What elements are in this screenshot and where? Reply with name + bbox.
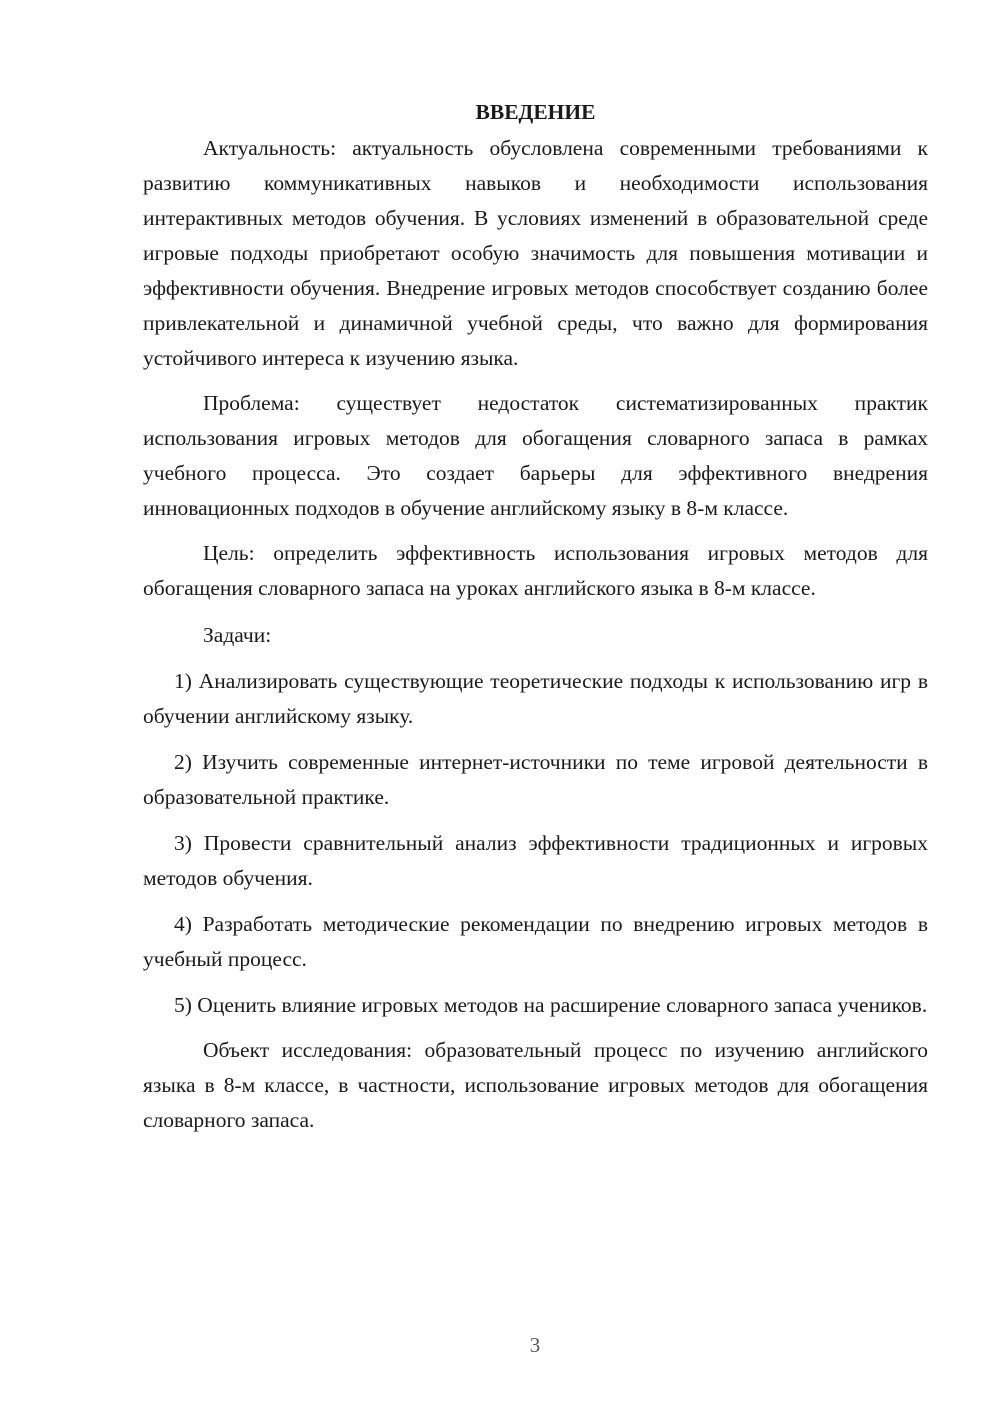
task-number: 1) (174, 669, 192, 693)
page-title: ВВЕДЕНИЕ (475, 100, 596, 124)
task-number: 3) (174, 831, 192, 855)
task-text: Оценить влияние игровых методов на расширение словарного запаса учеников. (197, 993, 928, 1017)
task-item (143, 988, 928, 1023)
task-text: Анализировать существующие теоретические подходы к использованию игр в обучении английскому языку. (143, 669, 928, 728)
relevance-paragraph: Актуальность: актуальность обусловлена современными требованиями к развитию коммуникативных навыков и необходимости использования интерактивных методов обучения. В условиях изменений в образовательной среде игровые подходы приобретают особую значимость для повышения мотивации и эффективности обучения. Внедрение игровых методов способствует созданию более привлекательной и динамичной учебной среды, что важно для формирования устойчивого интереса к изучению языка. (143, 136, 928, 370)
task-text: Изучить современные интернет-источники по теме игровой деятельности в образовательной практике. (143, 750, 928, 809)
task-number: 2) (174, 750, 192, 774)
task-number: 4) (174, 912, 192, 936)
task-number: 5) (174, 993, 192, 1017)
task-item (143, 826, 928, 896)
problem-paragraph: Проблема: существует недостаток систематизированных практик использования игровых методов для обогащения словарного запаса в рамках учебного процесса. Это создает барьеры для эффективного внедрения инновационных подходов в обучение английскому языку в 8-м классе. (143, 391, 928, 520)
task-item (143, 907, 928, 977)
task-text: Провести сравнительный анализ эффективности традиционных и игровых методов обучения. (143, 831, 929, 890)
task-item (143, 664, 928, 734)
goal-paragraph: Цель: определить эффективность использования игровых методов для обогащения словарного запаса на уроках английского языка в 8-м классе. (143, 541, 928, 600)
tasks-heading: Задачи: (203, 623, 272, 647)
task-item (143, 745, 928, 815)
page-content (143, 96, 928, 1138)
page-number: 3 (529, 1333, 541, 1357)
object-paragraph: Объект исследования: образовательный процесс по изучению английского языка в 8-м классе, в частности, использование игровых методов для обогащения словарного запаса. (143, 1038, 928, 1132)
task-text: Разработать методические рекомендации по внедрению игровых методов в учебный процесс. (143, 912, 928, 971)
